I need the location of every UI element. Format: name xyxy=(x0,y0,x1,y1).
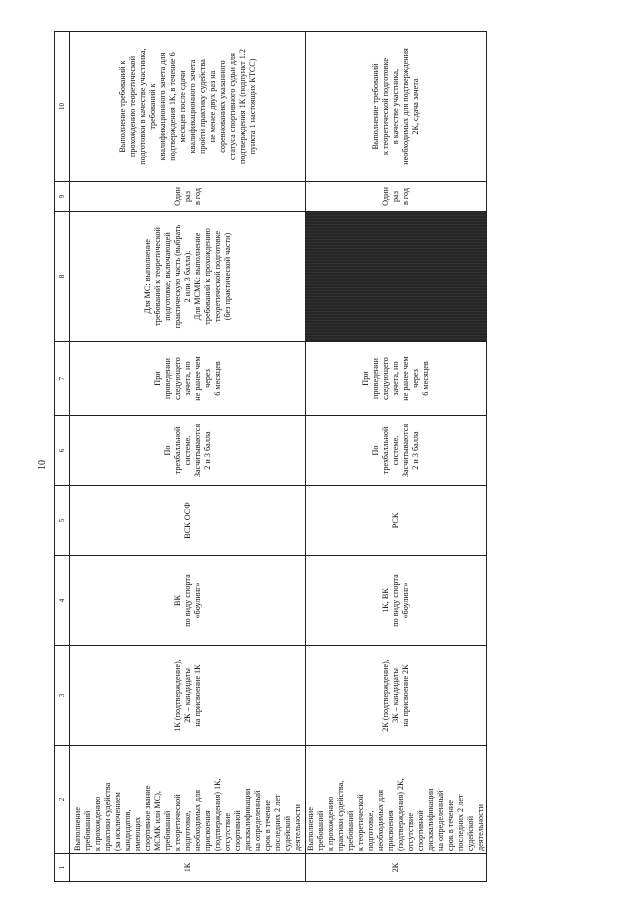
page-number: 10 xyxy=(37,460,48,470)
cell-text-line: раз xyxy=(391,191,400,202)
cell-text-line: По xyxy=(371,445,380,456)
cell-text-line: дисквалификации xyxy=(242,788,252,851)
cell-text-line: спортивной xyxy=(232,810,242,851)
cell-text-line: к прохождению xyxy=(92,796,102,851)
cell-text-line: 2К (подтверждение), xyxy=(381,659,390,732)
cell-text-line: кандидатов, xyxy=(122,809,132,851)
cell-text-line: судейской xyxy=(282,816,292,851)
requirements-cell xyxy=(306,746,487,854)
cell-text-line: последних 2 лет xyxy=(272,794,282,851)
cell-text-line: По xyxy=(162,445,172,456)
cell-text-line: раз xyxy=(182,191,192,202)
cell-text-line: зачета, но xyxy=(182,361,192,396)
candidates-cell xyxy=(70,646,306,746)
cell-text-line: «боулинг» xyxy=(401,582,410,619)
cell-text-line: 2 или 3 балла). xyxy=(182,250,192,303)
table-row xyxy=(306,32,487,882)
cell-text-line: требований к прохождению xyxy=(202,228,212,325)
header-col-9: 9 xyxy=(55,182,70,212)
cell-text-line: 6 месяцев xyxy=(212,361,222,396)
header-col-10: 10 xyxy=(55,32,70,182)
cell-text-line: Один xyxy=(172,187,182,206)
cell-text-line: пункта 1 настоящих КТСС) xyxy=(247,58,257,155)
cell-text-line: по виду спорта xyxy=(391,574,400,627)
cell-text-line: квалификационного зачета для xyxy=(157,52,167,161)
cell-text-line: срок в течение xyxy=(262,800,272,851)
cell-text-line: спортивной xyxy=(416,810,425,851)
cell-text-line: (подтверждения) 2К, xyxy=(396,778,405,851)
cell-text-line: При xyxy=(361,371,370,386)
cell-text-line: подтверждения 1К (подпункт 1.2 xyxy=(237,49,247,164)
cell-text-line: не менее двух раз на xyxy=(207,70,217,143)
cell-text-line: в год xyxy=(192,187,202,206)
cell-text-line: к теоретической подготовке xyxy=(381,57,390,156)
cell-text-line: квалификационного зачета xyxy=(187,59,197,154)
cell-text-line: Один xyxy=(381,187,390,206)
cell-text-line: системе. xyxy=(182,435,192,466)
cell-text-line: требований xyxy=(162,810,172,851)
cell-text-line: трехбалльной xyxy=(172,426,182,475)
cell-text-line: Выполнение xyxy=(72,807,82,851)
cell-text-line: требований xyxy=(82,810,92,851)
cell-text-line: отсутствие xyxy=(222,812,232,851)
examiner-cell xyxy=(306,556,487,646)
cell-text-line: судейской xyxy=(466,816,475,851)
requirements-cell xyxy=(70,746,306,854)
retake-cell xyxy=(306,342,487,416)
cell-text-line: Выполнение требований xyxy=(371,63,380,150)
candidates-cell xyxy=(306,646,487,746)
qualification-table xyxy=(54,31,487,882)
confirmation-cell xyxy=(306,32,487,182)
cell-text-line: статуса спортивного судьи для xyxy=(227,53,237,160)
cell-text-line: отсутствие xyxy=(406,812,415,851)
cell-text-line: к теоретической xyxy=(172,794,182,851)
cell-text-line: на присвоение 2К xyxy=(401,664,410,727)
header-col-3: 3 xyxy=(55,646,70,746)
cell-text-line: Засчитываются xyxy=(401,423,410,478)
header-col-8: 8 xyxy=(55,212,70,342)
header-col-5: 5 xyxy=(55,486,70,556)
cell-text-line: в качестве участника, xyxy=(391,68,400,145)
header-col-7: 7 xyxy=(55,342,70,416)
cell-text-line: МСМК или МС), xyxy=(152,791,162,851)
cell-text-line: практики судейства xyxy=(102,782,112,851)
cell-text-line: Засчитываются xyxy=(192,423,202,478)
retake-cell xyxy=(70,342,306,416)
cell-text-line: практическую часть (выбрать xyxy=(172,224,182,329)
cell-text-line: к прохождению xyxy=(326,796,335,851)
examiner-cell xyxy=(70,556,306,646)
scanned-noise-cell xyxy=(306,212,487,342)
cell-text-line: зачета, но xyxy=(391,361,400,396)
header-col-2: 2 xyxy=(55,746,70,854)
cell-text-line: по виду спорта xyxy=(182,574,192,627)
cell-text-line: подготовки в качестве участника, xyxy=(137,48,147,165)
cell-text-line: через xyxy=(411,369,420,388)
cell-text-line: ВК xyxy=(172,595,182,606)
cell-text-line: Для МСМК: выполнение xyxy=(192,232,202,321)
category-cell: 2К xyxy=(306,854,487,882)
cell-text-line: следующего xyxy=(381,357,390,400)
cell-text-line: 2 и 3 балла xyxy=(202,431,212,470)
cell-text-line: требований xyxy=(316,810,325,851)
cell-text-line: требований к xyxy=(147,83,157,130)
cell-text-line: дисквалификации xyxy=(426,788,435,851)
organization-cell xyxy=(70,486,306,556)
cell-text-line: трехбалльной xyxy=(381,426,390,475)
cell-text-line: следующего xyxy=(172,357,182,400)
rotated-table-container xyxy=(54,32,484,882)
cell-text-line: Выполнение требований к xyxy=(117,60,127,153)
cell-text-line: на определенный xyxy=(436,790,445,851)
cell-text-line: ВСК ОСФ xyxy=(182,502,192,539)
cell-text-line: деятельности xyxy=(476,804,485,851)
cell-text-line: на определенный xyxy=(252,790,262,851)
cell-text-line: требований к теоретической xyxy=(152,227,162,326)
cell-text-line: (без практической части) xyxy=(222,232,232,321)
cell-text-line: присвоения xyxy=(386,810,395,851)
cell-text-line: подготовке, включающей xyxy=(162,232,172,321)
organization-cell xyxy=(306,486,487,556)
conditions-cell xyxy=(70,212,306,342)
cell-text-line: проведении xyxy=(371,358,380,399)
cell-text-line: РСК xyxy=(391,512,400,529)
cell-text-line: При xyxy=(152,371,162,386)
cell-text-line: необходимых для xyxy=(192,790,202,851)
cell-text-line: 1К (подтверждение), xyxy=(172,659,182,732)
cell-text-line: срок в течение xyxy=(446,800,455,851)
cell-text-line: 3К – кандидаты xyxy=(391,668,400,723)
cell-text-line: практики судейства, xyxy=(336,780,345,851)
cell-text-line: требований xyxy=(346,810,355,851)
cell-text-line: (за исключением xyxy=(112,792,122,851)
table-row xyxy=(70,32,306,882)
cell-text-line: подготовке, xyxy=(182,810,192,851)
frequency-cell xyxy=(70,182,306,212)
cell-text-line: имеющих xyxy=(132,816,142,851)
header-col-4: 4 xyxy=(55,556,70,646)
cell-text-line: на присвоение 1К xyxy=(192,664,202,727)
header-col-6: 6 xyxy=(55,416,70,486)
cell-text-line: соревнованиях указанного xyxy=(217,60,227,153)
cell-text-line: 6 месяцев xyxy=(421,361,430,396)
frequency-cell xyxy=(306,182,487,212)
cell-text-line: Для МС: выполнение xyxy=(142,239,152,314)
cell-text-line: подтверждения 1К, в течение 6 xyxy=(167,52,177,161)
cell-text-line: 2К, сдача зачета xyxy=(411,78,420,135)
cell-text-line: к теоретической xyxy=(356,794,365,851)
cell-text-line: системе. xyxy=(391,435,400,466)
cell-text-line: Выполнение xyxy=(306,807,315,851)
cell-text-line: теоретической подготовке xyxy=(212,230,222,323)
cell-text-line: «боулинг» xyxy=(192,582,202,619)
cell-text-line: проведении xyxy=(162,358,172,399)
cell-text-line: необходимых для подтверждения xyxy=(401,48,410,165)
cell-text-line: последних 2 лет xyxy=(456,794,465,851)
cell-text-line: необходимых для xyxy=(376,790,385,851)
cell-text-line: 2К – кандидаты xyxy=(182,668,192,723)
cell-text-line: через xyxy=(202,369,212,388)
cell-text-line: пройти практику судейства xyxy=(197,59,207,154)
cell-text-line: месяцев после сдачи xyxy=(177,70,187,143)
grading-cell xyxy=(306,416,487,486)
cell-text-line: деятельности xyxy=(292,804,302,851)
grading-cell xyxy=(70,416,306,486)
cell-text-line: спортивное звание xyxy=(142,785,152,851)
cell-text-line: не ранее чем xyxy=(192,356,202,401)
cell-text-line: (подтверждения) 1К, xyxy=(212,778,222,851)
confirmation-cell xyxy=(70,32,306,182)
cell-text-line: 2 и 3 балла xyxy=(411,431,420,470)
header-col-1: 1 xyxy=(55,854,70,882)
cell-text-line: подготовке, xyxy=(366,810,375,851)
cell-text-line: в год xyxy=(401,187,410,206)
cell-text-line: прохождению теоретической xyxy=(127,55,137,158)
cell-text-line: присвоения xyxy=(202,810,212,851)
header-row xyxy=(55,32,70,882)
category-cell: 1К xyxy=(70,854,306,882)
cell-text-line: 1К, ВК xyxy=(381,588,390,613)
cell-text-line: не ранее чем xyxy=(401,356,410,401)
